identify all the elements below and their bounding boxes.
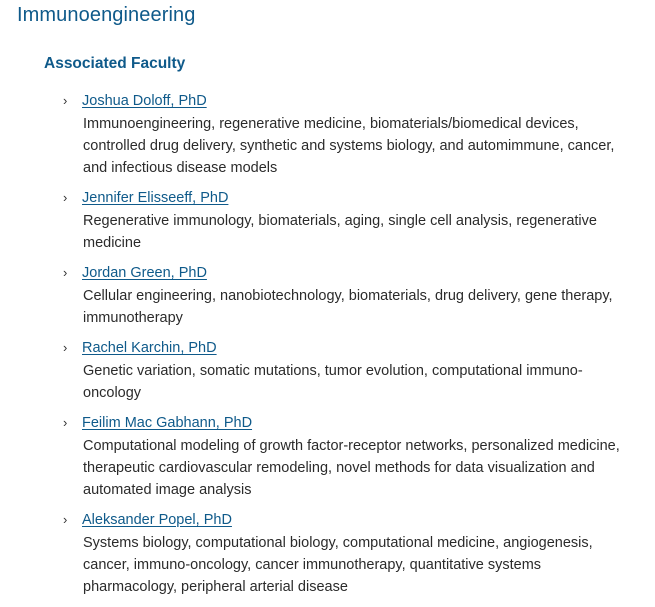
faculty-item <box>63 510 623 598</box>
faculty-name-link[interactable]: Joshua Doloff, PhD <box>82 93 207 109</box>
chevron-right-icon: › <box>63 340 68 355</box>
faculty-description: Computational modeling of growth factor-receptor networks, personalized medicine, therapeutic cardiovascular remodeling, novel methods for data visualization and automated image analysis <box>83 438 620 498</box>
faculty-item <box>63 188 623 254</box>
faculty-item <box>63 91 623 179</box>
faculty-description: Regenerative immunology, biomaterials, aging, single cell analysis, regenerative medicine <box>83 213 597 251</box>
faculty-name-link[interactable]: Jennifer Elisseeff, PhD <box>82 190 229 206</box>
faculty-description: Systems biology, computational biology, computational medicine, angiogenesis, cancer, immuno-oncology, cancer immunotherapy, quantitative systems pharmacology, peripheral arterial disease <box>83 535 593 595</box>
faculty-item <box>63 263 623 329</box>
faculty-name-link[interactable]: Rachel Karchin, PhD <box>82 340 217 356</box>
chevron-right-icon: › <box>63 265 68 280</box>
faculty-list <box>63 91 623 607</box>
faculty-description: Genetic variation, somatic mutations, tumor evolution, computational immuno-oncology <box>83 363 583 401</box>
chevron-right-icon: › <box>63 93 68 108</box>
page-title: Immunoengineering <box>17 4 196 26</box>
chevron-right-icon: › <box>63 415 68 430</box>
chevron-right-icon: › <box>63 512 68 527</box>
section-heading-associated-faculty: Associated Faculty <box>44 55 186 72</box>
chevron-right-icon: › <box>63 190 68 205</box>
faculty-description: Immunoengineering, regenerative medicine, biomaterials/biomedical devices, controlled drug delivery, synthetic and systems biology, and automimmune, cancer, and infectious disease models <box>83 116 615 176</box>
faculty-name-link[interactable]: Jordan Green, PhD <box>82 265 207 281</box>
faculty-description: Cellular engineering, nanobiotechnology, biomaterials, drug delivery, gene therapy, immunotherapy <box>83 288 613 326</box>
faculty-name-link[interactable]: Feilim Mac Gabhann, PhD <box>82 415 253 431</box>
faculty-name-link[interactable]: Aleksander Popel, PhD <box>82 512 232 528</box>
faculty-item <box>63 413 623 501</box>
faculty-item <box>63 338 623 404</box>
